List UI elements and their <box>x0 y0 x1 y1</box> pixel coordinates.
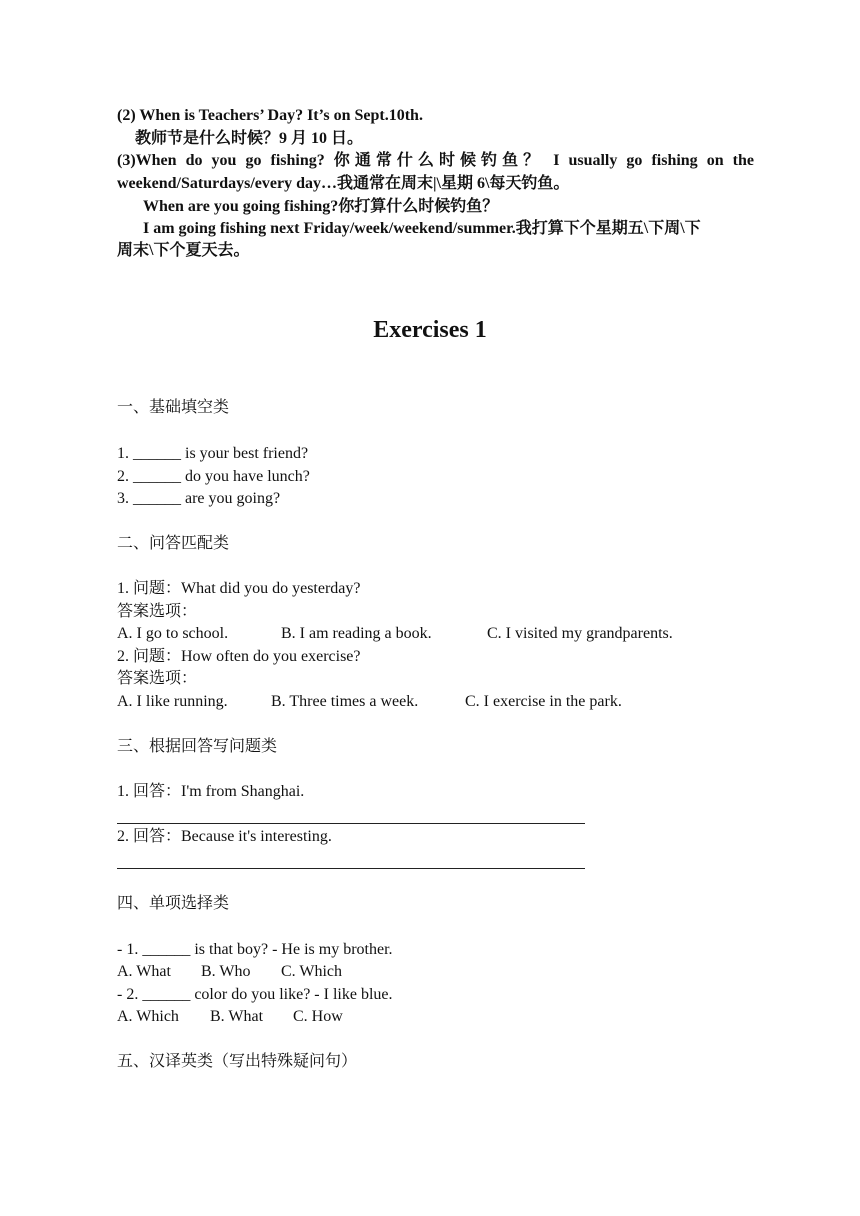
section-2-heading: 二、问答匹配类 <box>117 535 230 552</box>
s2-q1-option-c: C. I visited my grandparents. <box>487 625 673 642</box>
s1-item-3: 3. ______ are you going? <box>117 490 281 507</box>
s4-q2-option-b: B. What <box>210 1008 264 1025</box>
s2-q2-option-a: A. I like running. <box>117 693 228 710</box>
s2-q1-option-a: A. I go to school. <box>117 625 229 642</box>
intro-line-6: I am going fishing next Friday/week/weekend/summer.我打算下个星期五\下周\下 <box>143 220 701 237</box>
s3-answer-2: 2. 回答：Because it's interesting. <box>117 828 332 845</box>
s4-q2-option-a: A. Which <box>117 1008 179 1025</box>
s4-q1-option-c: C. Which <box>281 963 343 980</box>
s3-write-line-2[interactable] <box>117 868 585 869</box>
s4-q1-option-a: A. What <box>117 963 171 980</box>
s2-answer-label-2: 答案选项： <box>117 670 198 687</box>
s2-q1-option-b: B. I am reading a book. <box>281 625 432 642</box>
s4-q1-option-b: B. Who <box>201 963 251 980</box>
page-title: Exercises 1 <box>373 317 487 343</box>
s3-answer-1: 1. 回答：I'm from Shanghai. <box>117 783 305 800</box>
intro-line-7: 周末\下个夏天去。 <box>117 242 250 259</box>
intro-line-5: When are you going fishing?你打算什么时候钓鱼？ <box>143 198 499 215</box>
s2-question-2: 2. 问题：How often do you exercise? <box>117 648 361 665</box>
s4-question-1: - 1. ______ is that boy? - He is my brother. <box>117 941 393 958</box>
s4-q2-option-c: C. How <box>293 1008 343 1025</box>
intro-line-2: 教师节是什么时候？9 月 10 日。 <box>135 130 364 147</box>
s2-question-1: 1. 问题：What did you do yesterday? <box>117 580 361 597</box>
s4-q1-options <box>117 961 342 983</box>
s2-q2-options <box>117 691 622 713</box>
intro-line-3: (3)When do you go fishing? 你通常什么时候钓鱼？ I usually go fishing on the <box>117 152 754 169</box>
s1-item-2: 2. ______ do you have lunch? <box>117 468 310 485</box>
s1-item-1: 1. ______ is your best friend? <box>117 445 309 462</box>
section-1-heading: 一、基础填空类 <box>117 399 230 416</box>
s3-write-line-1[interactable] <box>117 823 585 824</box>
section-4-heading: 四、单项选择类 <box>117 895 230 912</box>
s4-question-2: - 2. ______ color do you like? - I like blue. <box>117 986 393 1003</box>
section-3-heading: 三、根据回答写问题类 <box>117 738 278 755</box>
s2-q2-option-c: C. I exercise in the park. <box>465 693 622 710</box>
s2-q1-options <box>117 623 673 645</box>
s4-q2-options <box>117 1006 343 1028</box>
section-5-heading: 五、汉译英类（写出特殊疑问句） <box>117 1053 358 1070</box>
s2-q2-option-b: B. Three times a week. <box>271 693 419 710</box>
intro-line-1: (2) When is Teachers’ Day? It’s on Sept.10th. <box>117 107 423 124</box>
s2-answer-label-1: 答案选项： <box>117 603 198 620</box>
intro-line-4: weekend/Saturdays/every day…我通常在周末|\星期 6\每天钓鱼。 <box>117 175 570 192</box>
